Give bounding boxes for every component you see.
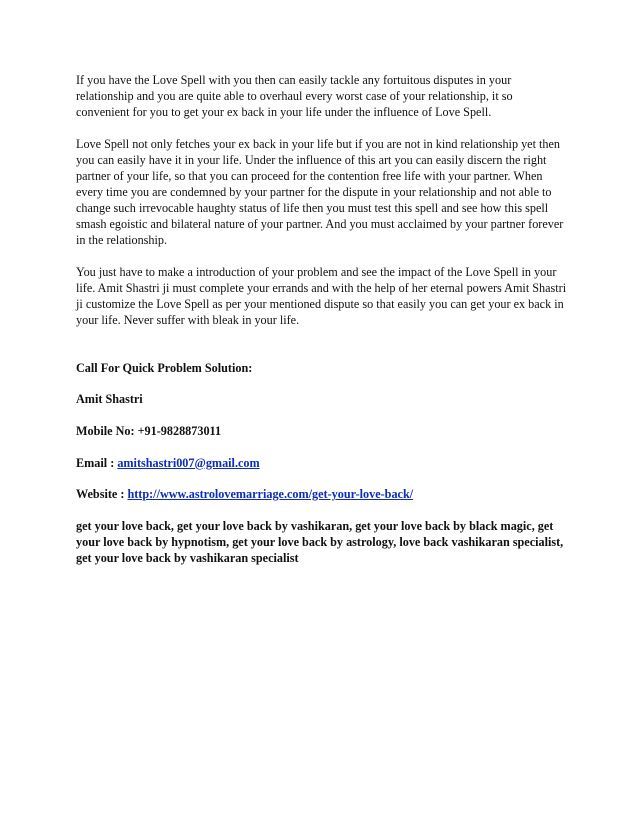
contact-website: [76, 486, 568, 502]
contact-heading: Call For Quick Problem Solution:: [76, 360, 253, 375]
website-label: Website :: [76, 487, 128, 502]
keywords-paragraph: get your love back, get your love back by vashikaran, get your love back by black magic, get your love back by hypnotism, get your love back by astrology, love back vashikaran specialist, get your love back by vashikaran specialist: [76, 518, 564, 565]
paragraph-2: Love Spell not only fetches your ex back in your life but if you are not in kind relationship yet then you can easily have it in your life. Under the influence of this art you can easily discern the right partner of your life, so that you can proceed for the contention free life with your partner. When every time you are condemned by your partner for the dispute in your relationship and not able to change such irrevocable haughty status of life then you must test this spell and see how this spell smash egoistic and bilateral nature of your partner. And you must acclaimed by your partner forever in the relationship.: [76, 136, 564, 248]
paragraph-3: You just have to make a introduction of your problem and see the impact of the Love Spell in your life. Amit Shastri ji must complete your errands and with the help of her eternal powers Amit Shastri ji customize the Love Spell as per your mentioned dispute so that easily you can get your ex back in your life. Never suffer with bleak in your life.: [76, 264, 567, 328]
contact-mobile: [76, 423, 568, 439]
mobile-label: Mobile No:: [76, 424, 138, 438]
contact-email: [76, 455, 568, 471]
website-link[interactable]: http://www.astrolovemarriage.com/get-your-love-back/: [127, 487, 414, 502]
contact-name: Amit Shastri: [76, 392, 143, 407]
email-link[interactable]: amitshastri007@gmail.com: [117, 455, 260, 470]
spacer: [76, 344, 568, 360]
email-label: Email :: [76, 455, 118, 470]
mobile-number: +91-9828873011: [137, 424, 222, 438]
paragraph-1: If you have the Love Spell with you then can easily tackle any fortuitous disputes in your relationship and you are quite able to overhaul every worst case of your relationship, it so convenient for you to get your ex back in your life under the influence of Love Spell.: [76, 73, 513, 120]
document-body: [76, 72, 568, 566]
